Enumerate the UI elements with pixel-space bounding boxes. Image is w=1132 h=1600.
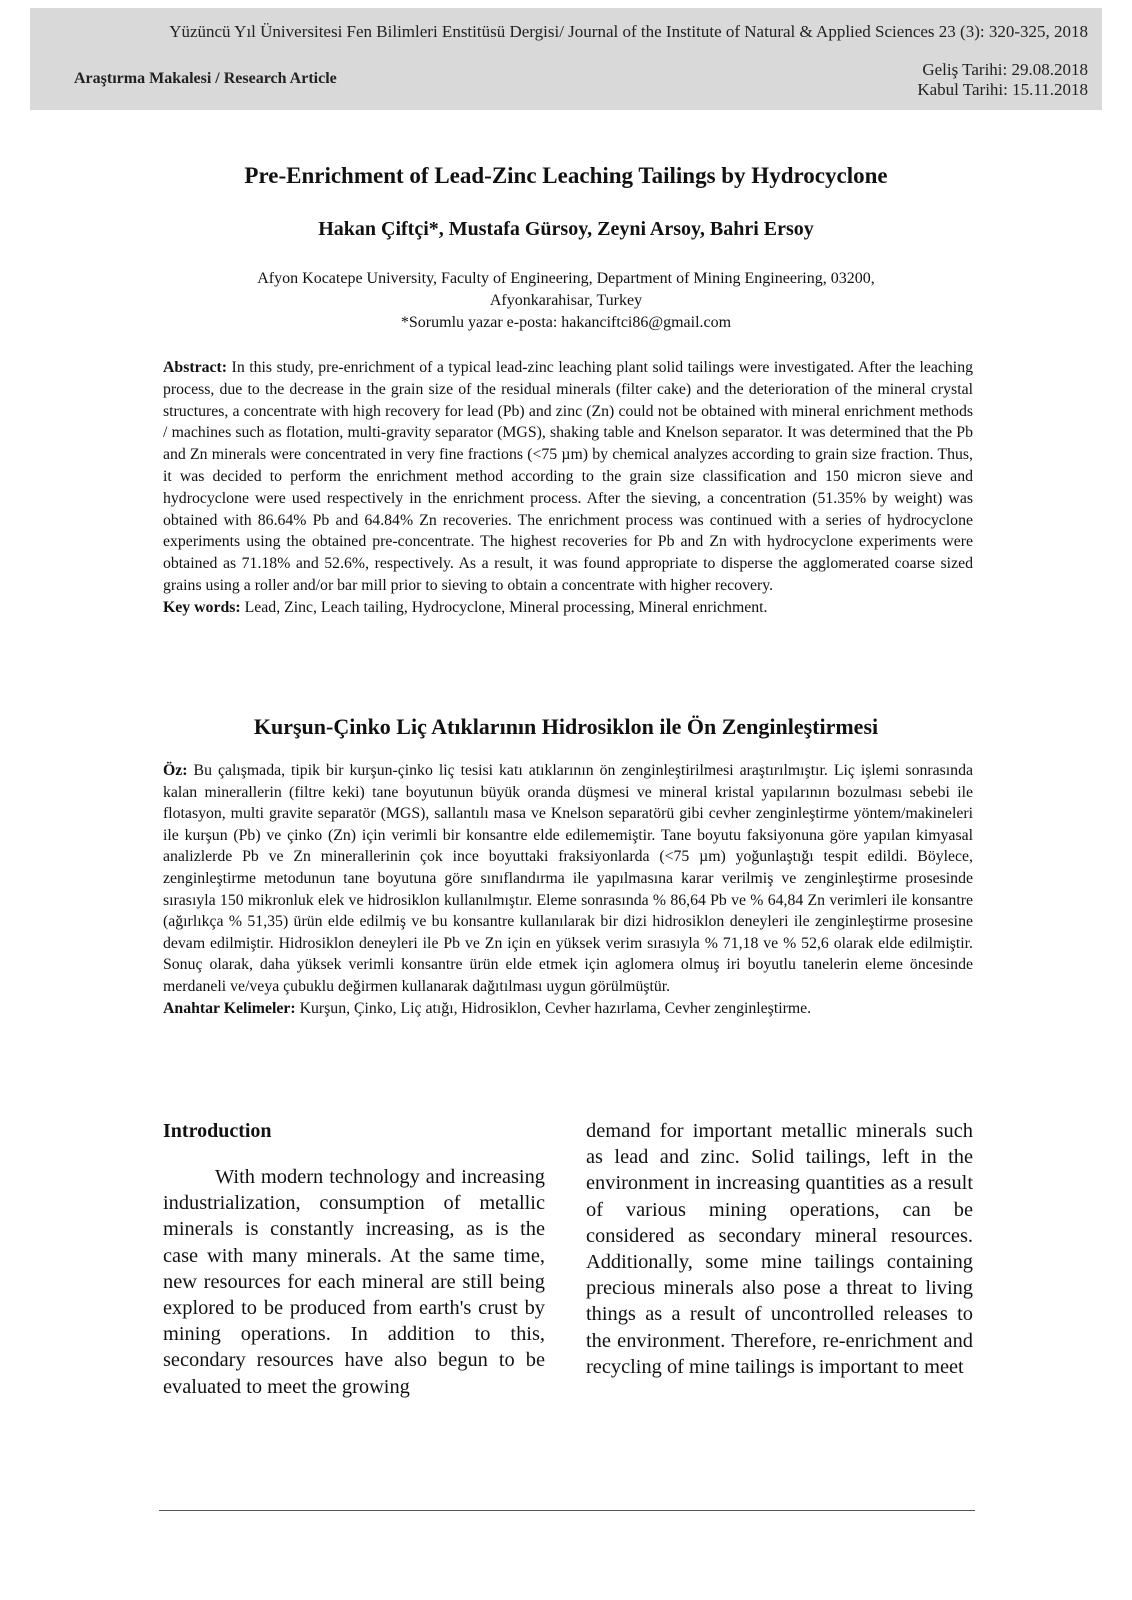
keywords-text: Lead, Zinc, Leach tailing, Hydrocyclone, Mineral processing, Mineral enrichment.: [240, 598, 768, 616]
introduction-heading: Introduction: [163, 1120, 272, 1142]
oz-text: Bu çalışmada, tipik bir kurşun-çinko liç tesisi katı atıklarının ön zenginleştirilmesi araştırılmıştır. Liç işlemi sonrasında kalan minerallerin (filtre keki) tane boyutunun büyük oranda düşmesi ve mineral kristal yapılarının bozulması sebebi ile flotasyon, multi gravite separatör (MGS), sallantılı masa ve Knelson separatörü gibi cevher zenginleştirme yöntem/makineleri ile kurşun (Pb) ve çinko (Zn) için verimli bir konsantre elde edilememiştir. Tane boyutu faksiyonuna göre yapılan kimyasal analizlerde Pb ve Zn minerallerinin çok ince boyuttaki fraksiyonlarda (<75 µm) yoğunlaştığı tespit edildi. Böylece, zenginleştirme metodunun tane boyutuna göre sınıflandırma ile yapılmasına karar verilmiş ve zenginleştirme prosesinde sırasıyla 150 mikronluk elek ve hidrosiklon kullanılmıştır. Eleme sonrasında % 86,64 Pb ve % 64,84 Zn verimleri ile konsantre (ağırlıkça % 51,35) ürün elde edilmiş ve bu konsantre kullanılarak bir dizi hidrosiklon deneyleri ile zenginleştirme prosesine devam edilmiştir. Hidrosiklon deneyleri ile Pb ve Zn için en yüksek verim sırasıyla % 71,18 ve % 52,6 olarak elde edilmiştir. Sonuç olarak, daha yüksek verimli konsantre ürün elde etmek için aglomera olmuş iri boyutlu tanelerin eleme öncesinde merdaneli ve/veya çubuklu değirmen kullanarak dağıtılması uygun görülmüştür.: [163, 762, 973, 995]
oz-label: Öz:: [163, 762, 188, 779]
paper-title: Pre-Enrichment of Lead-Zinc Leaching Tailings by Hydrocyclone: [244, 163, 888, 188]
affiliation: [160, 268, 972, 334]
turkish-title: Kurşun-Çinko Liç Atıklarının Hidrosiklon ile Ön Zenginleştirmesi: [253, 714, 879, 739]
article-type: Araştırma Makalesi / Research Article: [74, 70, 337, 87]
body-column-right: [586, 1118, 973, 1380]
turkish-abstract: [163, 760, 973, 1019]
journal-citation: Yüzüncü Yıl Üniversitesi Fen Bilimleri Enstitüsü Dergisi/ Journal of the Institute of Natural & Applied Sciences 23 (3): 320-325, 2018: [169, 22, 1088, 41]
abstract: [163, 357, 973, 619]
received-date: Geliş Tarihi: 29.08.2018: [922, 60, 1088, 79]
abstract-text: In this study, pre-enrichment of a typical lead-zinc leaching plant solid tailings were investigated. After the leaching process, due to the decrease in the grain size of the residual minerals (filter cake) and the deterioration of the mineral crystal structures, a concentrate with high recovery for lead (Pb) and zinc (Zn) could not be obtained with mineral enrichment methods / machines such as flotation, multi-gravity separator (MGS), shaking table and Knelson separator. It was determined that the Pb and Zn minerals were concentrated in very fine fractions (<75 µm) by chemical analyzes according to grain size fraction. Thus, it was decided to perform the enrichment method according to the grain size classification and 150 micron sieve and hydrocyclone were used respectively in the enrichment process. After the sieving, a concentration (51.35% by weight) was obtained with 86.64% Pb and 64.84% Zn recoveries. The enrichment process was continued with a series of hydrocyclone experiments using the obtained pre-concentrate. The highest recoveries for Pb and Zn with hydrocyclone experiments were obtained as 71.18% and 52.6%, respectively. As a result, it was found appropriate to disperse the agglomerated coarse sized grains using a roller and/or bar mill prior to sieving to obtain a concentrate with higher recovery.: [163, 359, 973, 594]
body-column-left: [163, 1118, 545, 1400]
submission-dates: [917, 60, 1088, 100]
accepted-date: Kabul Tarihi: 15.11.2018: [917, 80, 1088, 99]
author-list: Hakan Çiftçi*, Mustafa Gürsoy, Zeyni Arsoy, Bahri Ersoy: [318, 218, 814, 240]
introduction-paragraph-continued: demand for important metallic minerals such as lead and zinc. Solid tailings, left in the environment in increasing quantities as a result of various mining operations, can be considered as secondary mineral resources. Additionally, some mine tailings containing precious minerals also pose a threat to living things as a result of uncontrolled releases to the environment. Therefore, re-enrichment and recycling of mine tailings is important to meet: [586, 1120, 973, 1378]
anahtar-kelimeler-text: Kurşun, Çinko, Liç atığı, Hidrosiklon, Cevher hazırlama, Cevher zenginleştirme.: [295, 999, 812, 1017]
anahtar-kelimeler-label: Anahtar Kelimeler:: [163, 999, 296, 1017]
abstract-label: Abstract:: [163, 359, 228, 376]
introduction-paragraph: With modern technology and increasing industrialization, consumption of metallic minerals is constantly increasing, as is the case with many minerals. At the same time, new resources for each mineral are still being explored to be produced from earth's crust by mining operations. In addition to this, secondary resources have also begun to be evaluated to meet the growing: [163, 1166, 545, 1398]
affiliation-line: Afyon Kocatepe University, Faculty of Engineering, Department of Mining Engineering, 03200,: [257, 270, 875, 287]
journal-header: [30, 8, 1102, 110]
corresponding-author-email: *Sorumlu yazar e-posta: hakanciftci86@gmail.com: [400, 314, 732, 331]
footer-divider: [159, 1510, 975, 1511]
keywords-label: Key words:: [163, 598, 241, 616]
affiliation-city: Afyonkarahisar, Turkey: [489, 292, 643, 309]
